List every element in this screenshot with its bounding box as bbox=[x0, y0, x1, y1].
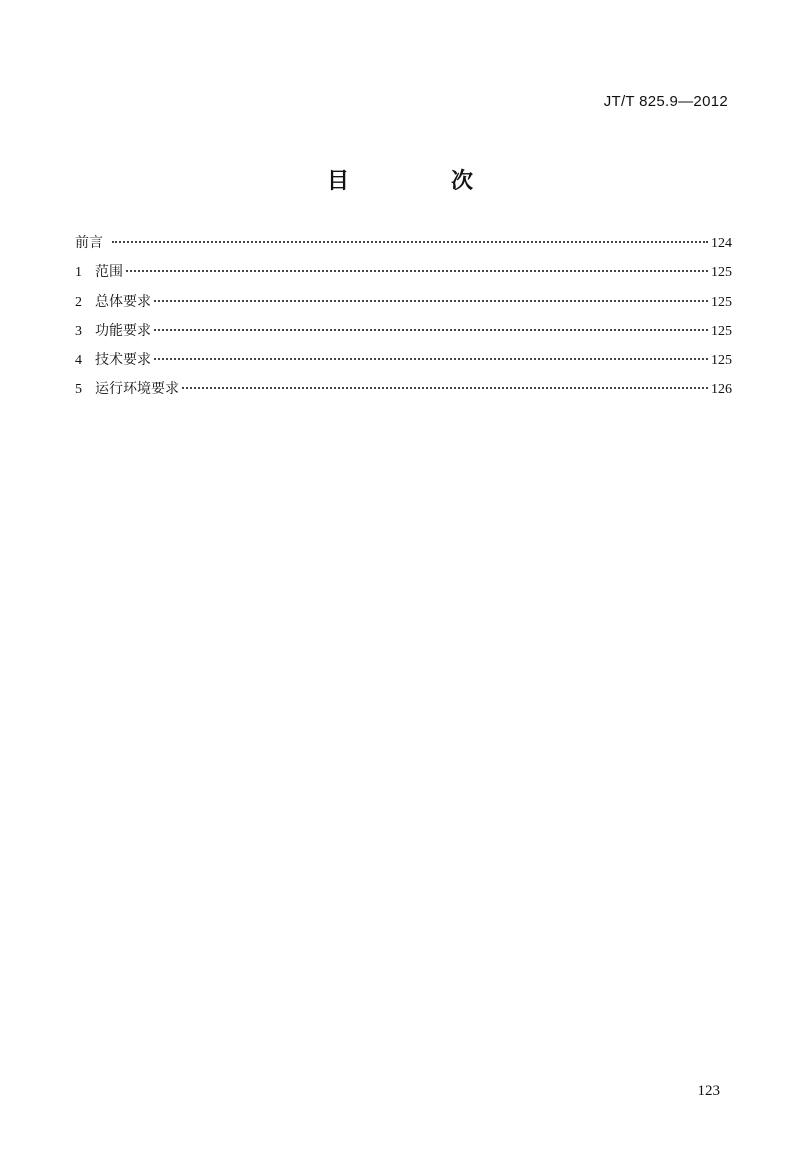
toc-entry-label: 总体要求 bbox=[95, 293, 151, 310]
toc-entry-number: 5 bbox=[75, 382, 82, 398]
toc-leader-dots bbox=[154, 300, 708, 302]
toc-entry-page: 125 bbox=[711, 294, 732, 310]
toc-entry-label: 范围 bbox=[95, 264, 123, 281]
toc-entry-number: 3 bbox=[75, 323, 82, 339]
toc-entry-foreword[interactable] bbox=[75, 233, 732, 262]
toc-entry-page: 126 bbox=[711, 382, 732, 398]
toc-entry-label: 前言 bbox=[75, 235, 103, 251]
toc-entry-label: 运行环境要求 bbox=[95, 381, 179, 398]
toc-entry-page: 124 bbox=[711, 236, 732, 251]
toc-entry-environment-requirements[interactable] bbox=[75, 379, 732, 408]
toc-entry-number: 2 bbox=[75, 294, 82, 310]
toc-leader-dots bbox=[126, 270, 708, 272]
toc-leader-dots bbox=[154, 358, 708, 360]
toc-entry-label: 功能要求 bbox=[95, 322, 151, 339]
toc-entry-page: 125 bbox=[711, 353, 732, 369]
toc-entry-scope[interactable] bbox=[75, 262, 732, 291]
standard-code: JT/T 825.9—2012 bbox=[603, 93, 728, 110]
toc-leader-dots bbox=[154, 329, 708, 331]
toc-entry-general-requirements[interactable] bbox=[75, 292, 732, 321]
toc-entry-number: 4 bbox=[75, 353, 82, 369]
table-of-contents bbox=[75, 233, 732, 409]
toc-leader-dots bbox=[182, 387, 708, 389]
toc-entry-technical-requirements[interactable] bbox=[75, 350, 732, 379]
toc-entry-label: 技术要求 bbox=[95, 352, 151, 369]
toc-entry-functional-requirements[interactable] bbox=[75, 321, 732, 350]
toc-entry-page: 125 bbox=[711, 265, 732, 281]
toc-entry-page: 125 bbox=[711, 323, 732, 339]
page-number: 123 bbox=[697, 1083, 720, 1099]
toc-entry-number: 1 bbox=[75, 265, 82, 281]
page-title: 目 次 bbox=[326, 169, 513, 194]
toc-leader-dots bbox=[112, 241, 708, 243]
